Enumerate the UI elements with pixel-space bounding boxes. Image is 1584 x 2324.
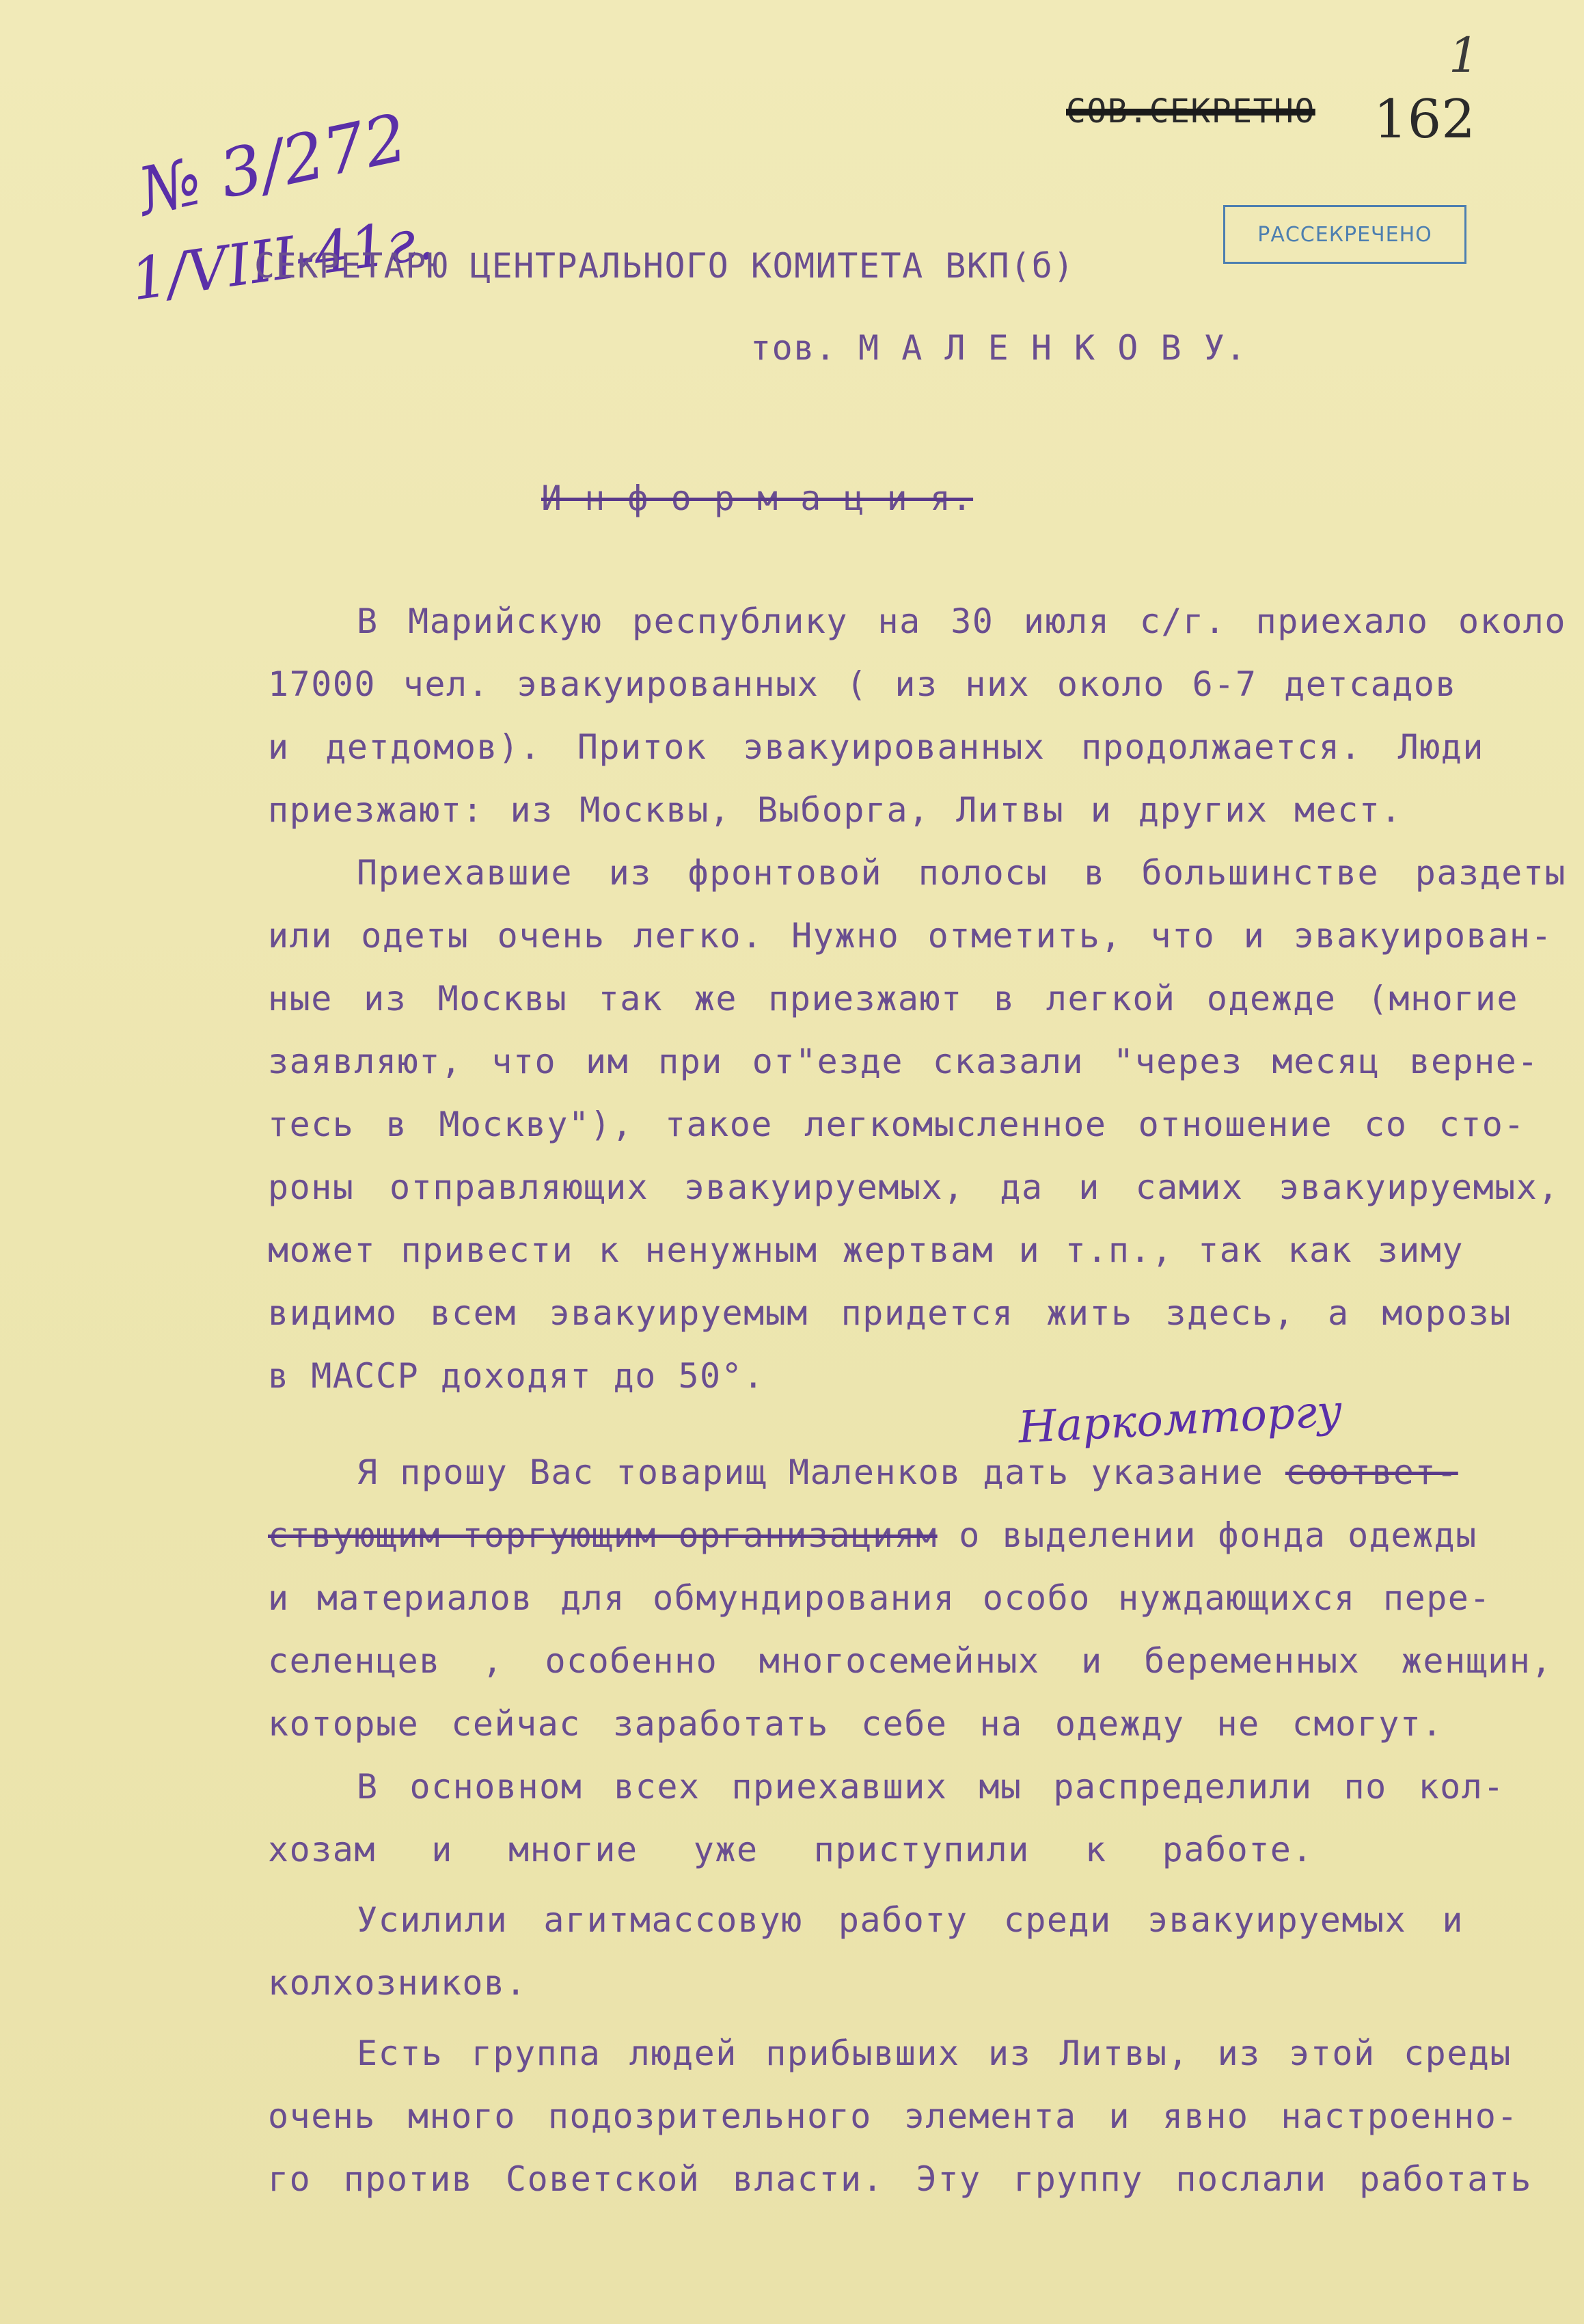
body-line: может привести к ненужным жертвам и т.п., так как зиму bbox=[268, 1230, 1464, 1270]
addressee-line-2: тов. М А Л Е Н К О В У. bbox=[750, 328, 1247, 368]
body-text: Я прошу Вас товарищ Маленков дать указание bbox=[357, 1452, 1285, 1492]
body-line: или одеты очень легко. Нужно отметить, что и эвакуирован- bbox=[268, 916, 1553, 956]
body-line bbox=[268, 1515, 1477, 1555]
body-text: о выделении фонда одежды bbox=[937, 1515, 1477, 1555]
body-line: Приехавшие из фронтовой полосы в большинстве раздеты bbox=[357, 853, 1566, 893]
declassified-stamp: РАССЕКРЕЧЕНО bbox=[1223, 205, 1466, 264]
body-line: селенцев , особенно многосемейных и беременных женщин, bbox=[268, 1641, 1553, 1681]
page-number: 162 bbox=[1374, 89, 1475, 150]
handwritten-reference: № 3/272 bbox=[131, 98, 414, 231]
body-line: видимо всем эвакуируемым придется жить здесь, а морозы bbox=[268, 1293, 1512, 1333]
body-line: В Марийскую республику на 30 июля с/г. приехало около bbox=[357, 602, 1566, 641]
page-mark: 1 bbox=[1449, 27, 1479, 83]
body-line: и материалов для обмундирования особо нуждающихся пере- bbox=[268, 1578, 1491, 1618]
body-line: заявляют, что им при от"езде сказали "через месяц верне- bbox=[268, 1042, 1539, 1081]
body-line: очень много подозрительного элемента и явно настроенно- bbox=[268, 2096, 1518, 2136]
body-line: в МАССР доходят до 50°. bbox=[268, 1356, 765, 1396]
struck-text: соответ- bbox=[1285, 1452, 1458, 1492]
body-line: тесь в Москву"), такое легкомысленное отношение со сто- bbox=[268, 1105, 1525, 1144]
handwritten-insert: Наркомторгу bbox=[1017, 1386, 1344, 1454]
body-line: приезжают: из Москвы, Выборга, Литвы и других мест. bbox=[268, 790, 1402, 830]
body-line: которые сейчас заработать себе на одежду не смогут. bbox=[268, 1704, 1443, 1744]
handwritten-date: 1/VIII-41г. bbox=[126, 204, 439, 314]
addressee-line-1: СЕКРЕТАРЮ ЦЕНТРАЛЬНОГО КОМИТЕТА ВКП(б) bbox=[254, 246, 1075, 286]
body-line: роны отправляющих эвакуируемых, да и самих эвакуируемых, bbox=[268, 1167, 1559, 1207]
body-line: хозам и многие уже приступили к работе. bbox=[268, 1830, 1313, 1869]
body-line: го против Советской власти. Эту группу послали работать bbox=[268, 2159, 1532, 2199]
body-line: 17000 чел. эвакуированных ( из них около 6-7 детсадов bbox=[268, 664, 1457, 704]
body-line: и детдомов). Приток эвакуированных продолжается. Люди bbox=[268, 727, 1484, 767]
body-line: Есть группа людей прибывших из Литвы, из этой среды bbox=[357, 2033, 1512, 2073]
body-line: Усилили агитмассовую работу среди эвакуируемых и bbox=[357, 1900, 1464, 1940]
body-line: ные из Москвы так же приезжают в легкой одежде (многие bbox=[268, 979, 1518, 1018]
body-line bbox=[357, 1452, 1458, 1492]
document-title-struck: И н ф о р м а ц и я. bbox=[541, 478, 974, 518]
body-line: колхозников. bbox=[268, 1963, 528, 2003]
body-line: В основном всех приехавших мы распределили по кол- bbox=[357, 1767, 1505, 1807]
struck-text: ствующим торгующим организациям bbox=[268, 1515, 938, 1555]
classification-struck: СОВ.СЕКРЕТНО bbox=[1066, 92, 1315, 131]
